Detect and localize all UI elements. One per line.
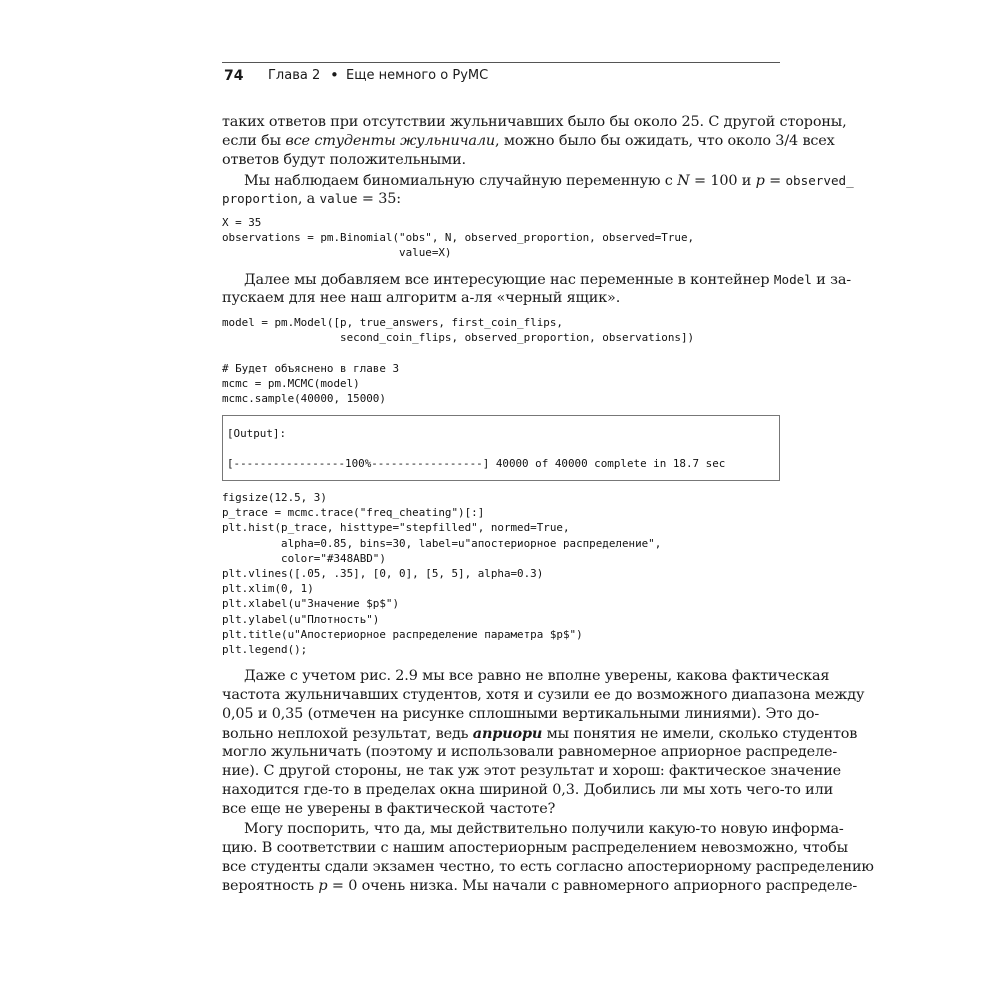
output-text: [227, 426, 725, 472]
book-page: [222, 62, 874, 894]
paragraph-line: Далее мы добавляем все интересующие нас переменные в контейнер Model и за-: [244, 272, 851, 288]
code-line: figsize(12.5, 3): [222, 491, 327, 504]
code-line: [222, 345, 694, 360]
code-block: [222, 315, 694, 406]
chapter-title: Еще немного о PyMC: [346, 68, 489, 83]
inline-code: value: [319, 191, 358, 206]
code-line: mcmc = pm.MCMC(model): [222, 376, 360, 390]
paragraph-line: ответов будут положительными.: [222, 152, 466, 168]
paragraph-line: вероятность p = 0 очень низка. Мы начали с равномерного априорного распределе-: [222, 878, 858, 894]
running-header: [222, 62, 780, 87]
code-block: [222, 215, 694, 261]
paragraph-line: все еще не уверены в фактической частоте?: [222, 801, 556, 817]
paragraph-line: вольно неплохой результат, ведь априори мы понятия не имели, сколько студентов: [222, 725, 858, 742]
code-line: observations = pm.Binomial("obs", N, observed_proportion, observed=True,: [222, 231, 695, 245]
code-line: plt.hist(p_trace, histtype="stepfilled", normed=True,: [222, 521, 570, 535]
paragraph-line: Могу поспорить, что да, мы действительно получили какую-то новую информа-: [244, 821, 844, 837]
code-line: plt.legend();: [222, 643, 308, 657]
code-line: plt.xlim(0, 1): [222, 582, 314, 596]
emphasis-text: априори: [472, 725, 543, 742]
emphasis-text: все студенты жульничали: [285, 133, 495, 149]
paragraph-line: 0,05 и 0,35 (отмечен на рисунке сплошными вертикальными линиями). Это до-: [222, 706, 820, 722]
code-line: value=X): [222, 246, 452, 260]
inline-code: Model: [773, 272, 812, 287]
output-line: [227, 441, 725, 456]
paragraph-line: все студенты сдали экзамен честно, то есть согласно апостериорному распределению: [222, 859, 874, 875]
output-line: [Output]:: [227, 427, 287, 440]
header-separator: •: [330, 66, 339, 84]
paragraph-line: если бы все студенты жульничали, можно было бы ожидать, что около 3/4 всех: [222, 133, 835, 149]
code-line: p_trace = mcmc.trace("freq_cheating")[:]: [222, 506, 485, 520]
code-line: plt.title(u"Апостериорное распределение параметра $p$"): [222, 627, 583, 641]
code-line: plt.vlines([.05, .35], [0, 0], [5, 5], alpha=0.3): [222, 567, 544, 581]
output-line: [-----------------100%-----------------] 40000 of 40000 complete in 18.7 sec: [227, 457, 726, 471]
chapter-label: Глава 2: [268, 68, 321, 83]
paragraph-line: пускаем для нее наш алгоритм а-ля «черный ящик».: [222, 290, 621, 306]
paragraph-line: Мы наблюдаем биномиальную случайную переменную с N = 100 и p = observed_: [244, 173, 854, 189]
paragraph-line: таких ответов при отсутствии жульничавших было бы около 25. С другой стороны,: [222, 114, 847, 130]
code-line: mcmc.sample(40000, 15000): [222, 392, 386, 405]
code-line: X = 35: [222, 216, 262, 229]
inline-code: proportion: [222, 191, 298, 206]
code-block: [222, 490, 661, 657]
paragraph-line: частота жульничавших студентов, хотя и сузили ее до возможного диапазона между: [222, 687, 865, 703]
paragraph-line: ние). С другой стороны, не так уж этот результат и хорош: фактическое значение: [222, 763, 842, 779]
code-line: color="#348ABD"): [222, 551, 386, 565]
code-line: model = pm.Model([p, true_answers, first_coin_flips,: [222, 316, 563, 329]
code-line: # Будет объяснено в главе 3: [222, 361, 400, 375]
paragraph-line: Даже с учетом рис. 2.9 мы все равно не вполне уверены, какова фактическая: [244, 668, 830, 684]
paragraph-line: находится где-то в пределах окна шириной 0,3. Добились ли мы хоть чего-то или: [222, 782, 834, 798]
code-line: second_coin_flips, observed_proportion, observations]): [222, 331, 695, 345]
code-line: plt.xlabel(u"Значение $p$"): [222, 597, 400, 611]
code-line: alpha=0.85, bins=30, label=u"апостериорное распределение",: [222, 536, 662, 550]
page-number: 74: [224, 68, 244, 84]
code-line: plt.ylabel(u"Плотность"): [222, 612, 380, 626]
paragraph-line: могло жульничать (поэтому и использовали равномерное априорное распределе-: [222, 744, 838, 760]
inline-code: observed_: [785, 173, 854, 188]
output-box: [222, 415, 780, 481]
paragraph-line: proportion, а value = 35:: [222, 191, 401, 207]
paragraph-line: цию. В соответствии с нашим апостериорным распределением невозможно, чтобы: [222, 840, 848, 856]
